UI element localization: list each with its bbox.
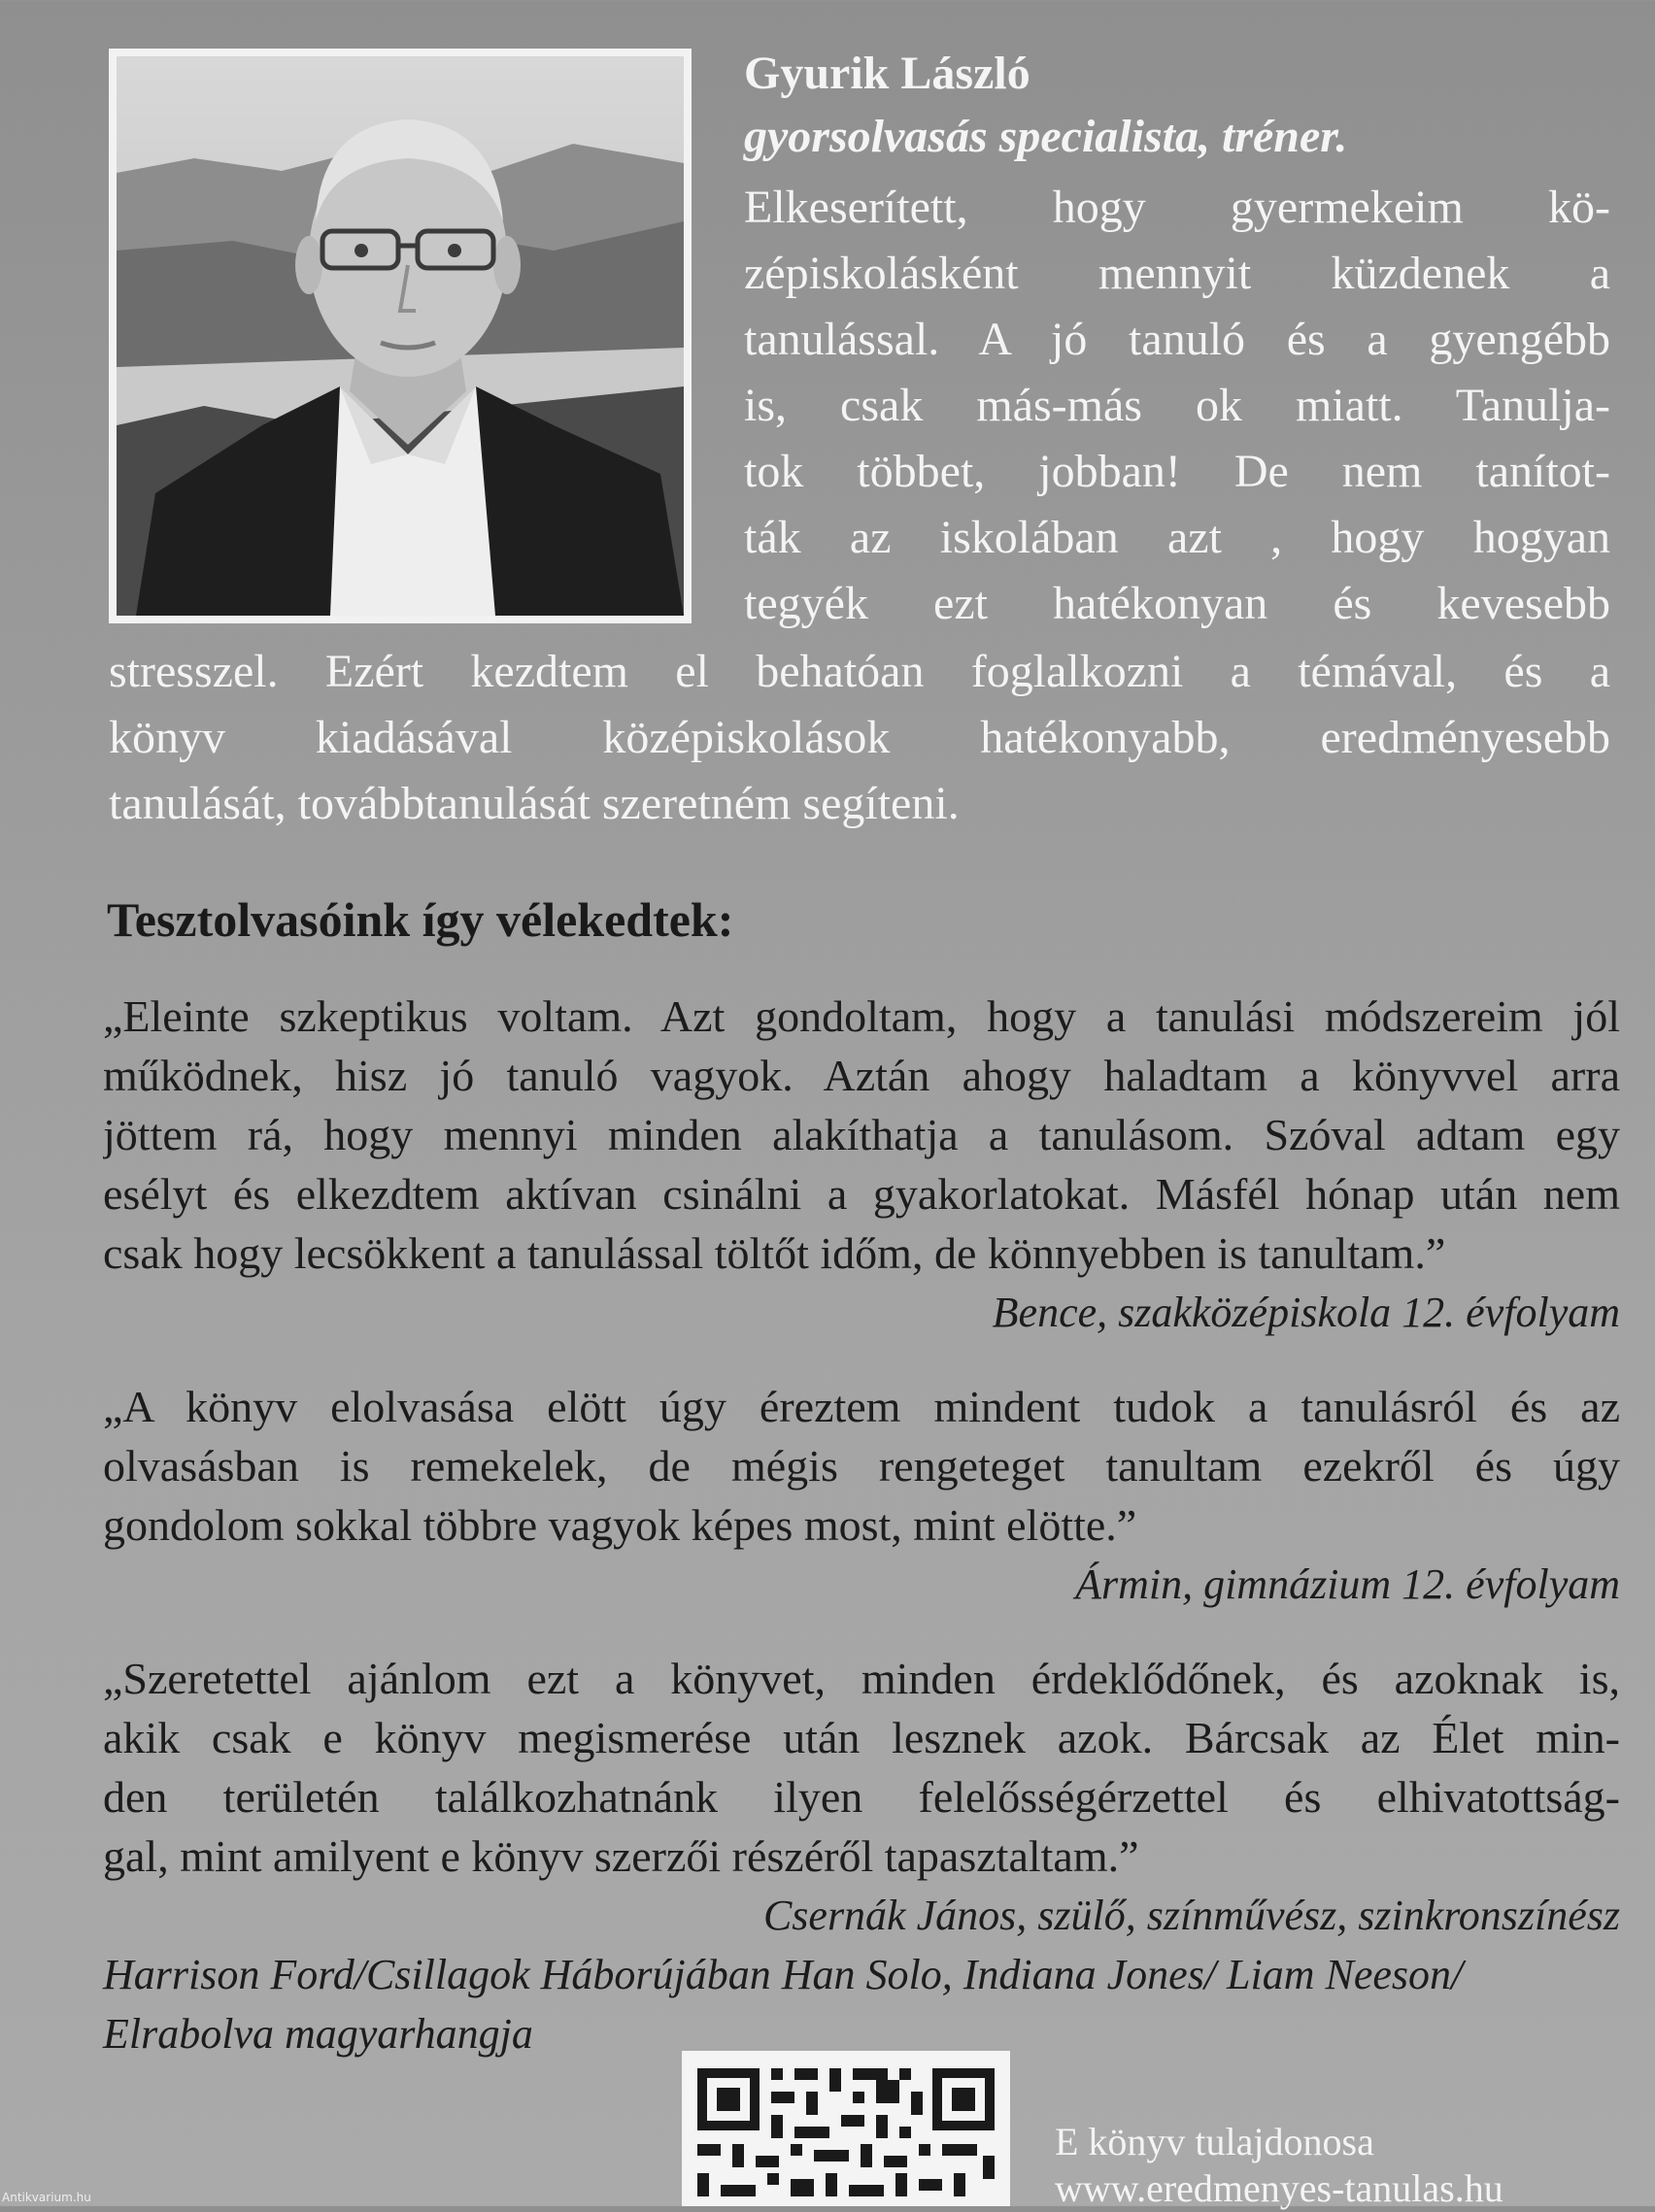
quote-line: működnek, hisz jó tanuló vagyok. Aztán ahogy haladtam a könyvvel arra xyxy=(103,1051,1620,1100)
quote-line: „Eleinte szkeptikus voltam. Azt gondoltam, hogy a tanulási módszereim jól xyxy=(103,991,1620,1041)
watermark: Antikvarium.hu xyxy=(2,2191,91,2204)
owner-website-link[interactable]: www.eredmenyes-tanulas.hu xyxy=(1055,2166,1503,2210)
owner-info xyxy=(1055,2119,1503,2212)
quote-line: gondolom sokkal többre vagyok képes most, mint elötte.” xyxy=(103,1500,1137,1550)
quote-attribution-extra: Elrabolva magyarhangja xyxy=(103,2010,533,2058)
author-name: Gyurik László xyxy=(744,48,1030,99)
quote-attribution: Bence, szakközépiskola 12. évfolyam xyxy=(992,1289,1620,1336)
bio-line: zépiskolásként mennyit küzdenek a xyxy=(744,248,1610,299)
testimonial-armin xyxy=(103,1377,1620,1614)
quote-attribution: Ármin, gimnázium 12. évfolyam xyxy=(1075,1560,1620,1608)
quote-line: olvasásban is remekelek, de mégis rengeteget tanultam ezekről és úgy xyxy=(103,1441,1620,1491)
qr-code-icon xyxy=(682,2051,1010,2206)
testimonial-bence xyxy=(103,987,1620,1342)
testimonials-heading: Tesztolvasóink így vélekedtek: xyxy=(107,892,734,947)
quote-line: gal, mint amilyent e könyv szerzői részéről tapasztaltam.” xyxy=(103,1831,1139,1881)
bio-line: tanulással. A jó tanuló és a gyengébb xyxy=(744,314,1610,365)
quote-line: csak hogy lecsökkent a tanulással töltőt időm, de könnyebben is tanultam.” xyxy=(103,1228,1446,1278)
bio-line: stresszel. Ezért kezdtem el behatóan foglalkozni a témával, és a xyxy=(109,646,1610,697)
bio-line: könyv kiadásával középiskolások hatékonyabb, eredményesebb xyxy=(109,712,1610,763)
quote-attribution: Csernák János, szülő, színművész, szinkronszínész xyxy=(762,1892,1620,1939)
quote-line: „A könyv elolvasása elött úgy éreztem mindent tudok a tanulásról és az xyxy=(103,1382,1620,1431)
bio-line: Elkeserített, hogy gyermekeim kö- xyxy=(744,182,1610,233)
author-portrait-image xyxy=(117,56,684,616)
author-role: gyorsolvasás specialista, tréner. xyxy=(744,111,1348,162)
quote-line: esélyt és elkezdtem aktívan csinálni a gyakorlatokat. Másfél hónap után nem xyxy=(103,1169,1620,1219)
bio-line: tanulását, továbbtanulását szeretném segíteni. xyxy=(109,778,960,829)
quote-line: den területén találkozhatnánk ilyen felelősségérzettel és elhivatottság- xyxy=(103,1772,1620,1822)
bio-line: tok többet, jobban! De nem tanítot- xyxy=(744,446,1610,497)
bio-line: is, csak más-más ok miatt. Tanulja- xyxy=(744,380,1610,431)
testimonial-csernak xyxy=(103,1649,1620,2063)
author-bio-wide xyxy=(109,639,1610,837)
owner-label: E könyv tulajdonosa xyxy=(1055,2120,1374,2163)
bio-line: ták az iskolában azt , hogy hogyan xyxy=(744,512,1610,563)
quote-line: „Szeretettel ajánlom ezt a könyvet, minden érdeklődőnek, és azoknak is, xyxy=(103,1654,1620,1703)
quote-line: jöttem rá, hogy mennyi minden alakíthatja a tanulásom. Szóval adtam egy xyxy=(103,1110,1620,1159)
bio-line: tegyék ezt hatékonyan és kevesebb xyxy=(744,578,1610,629)
qr-code[interactable] xyxy=(682,2051,1010,2206)
quote-attribution-extra: Harrison Ford/Csillagok Háborújában Han Solo, Indiana Jones/ Liam Neeson/ xyxy=(103,1951,1464,1998)
author-photo xyxy=(109,49,692,623)
quote-line: akik csak e könyv megismerése után lesznek azok. Bárcsak az Élet min- xyxy=(103,1713,1620,1762)
author-bio-narrow xyxy=(744,175,1610,637)
